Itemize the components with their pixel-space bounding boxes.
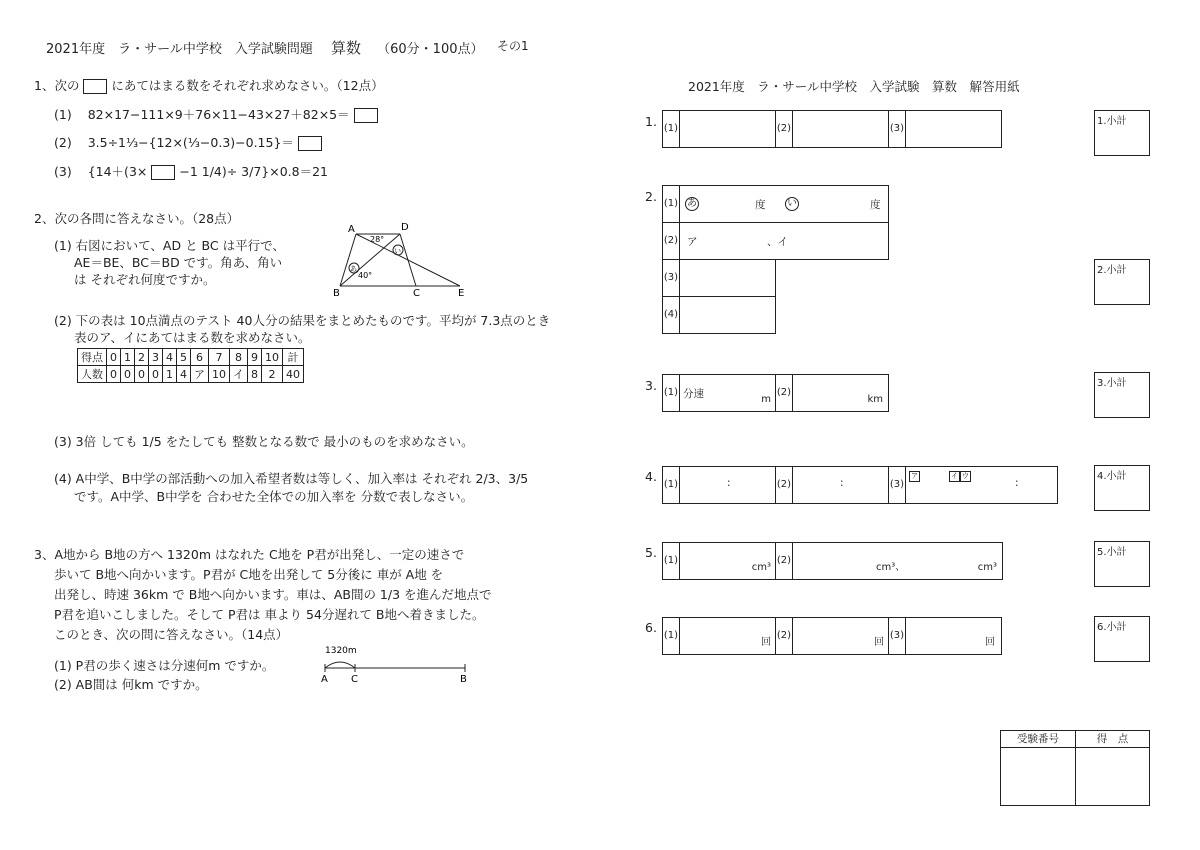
text-line: 表のア、イにあてはまる数を求めなさい。 <box>74 330 311 345</box>
text-line: このとき、次の問に答えなさい。（14点） <box>54 627 289 642</box>
item-text-a: {14＋(3× <box>87 164 148 179</box>
q2-answer-row-4 <box>662 296 776 334</box>
unit-kai: 回 <box>874 637 884 648</box>
q1-label: 1. <box>645 114 657 129</box>
q4-subtotal[interactable] <box>1094 465 1150 511</box>
score-field[interactable] <box>1076 748 1149 805</box>
subtotal-label: 3.小計 <box>1097 378 1127 389</box>
q2-part4 <box>54 470 528 506</box>
exam-header <box>46 37 483 58</box>
cell-number: (3) <box>889 111 906 147</box>
q1-item-1 <box>54 105 378 123</box>
ratio-colon: : <box>840 477 844 489</box>
q2-cell-3[interactable] <box>663 260 775 296</box>
q6-subtotal[interactable] <box>1094 616 1150 662</box>
label-i: 、イ <box>767 236 788 248</box>
table-cell: 8 <box>230 349 248 366</box>
trapezoid-figure <box>330 220 480 300</box>
cell-number: (3) <box>889 467 906 503</box>
table-cell: 2 <box>135 349 149 366</box>
q2-cell-4[interactable] <box>663 297 775 333</box>
point-E: E <box>458 288 465 299</box>
cell-number: (1) <box>663 111 680 147</box>
q1-cell-2[interactable] <box>776 111 889 147</box>
label-a: ア <box>687 236 698 248</box>
text-line: (4) A中学、B中学の部活動への加入希望者数は等しく、加入率は それぞれ 2/3、3/5 <box>54 471 529 486</box>
table-row <box>78 349 304 366</box>
q2-cell-2[interactable] <box>663 223 888 259</box>
cell-number: (3) <box>889 618 906 654</box>
q2-part3: (3) 3倍 しても 1/5 をたしても 整数となる数で 最小のものを求めなさい。 <box>54 434 474 449</box>
exam-number-header: 受験番号 <box>1001 731 1076 748</box>
text-line: 3、A地から B地の方へ 1320m はなれた C地を P君が出発し、一定の速さで <box>34 547 465 562</box>
table-cell: 10 <box>262 349 283 366</box>
table-cell: 0 <box>121 366 135 383</box>
q2-answer-row-2 <box>662 222 889 260</box>
q1-cell-3[interactable] <box>889 111 999 147</box>
score-header: 得 点 <box>1076 731 1149 748</box>
table-cell: 6 <box>191 349 209 366</box>
cell-number: (2) <box>776 543 793 579</box>
text-line: (2) 下の表は 10点満点のテスト 40人分の結果をまとめたものです。平均が 7.3点のとき <box>54 313 551 328</box>
point-C: C <box>351 674 358 684</box>
table-cell: 5 <box>177 349 191 366</box>
q1-subtotal[interactable] <box>1094 110 1150 156</box>
table-cell: 7 <box>209 349 230 366</box>
unit-cm3: cm³ <box>977 562 997 573</box>
table-cell: 3 <box>149 349 163 366</box>
angle-40: 40° <box>358 271 373 280</box>
q6-cell-3[interactable] <box>889 618 999 654</box>
item-text: 3.5÷1⅓−{12×(⅓−0.3)−0.15}＝ <box>87 135 294 150</box>
distance-label: 1320m <box>325 646 357 656</box>
table-cell: 1 <box>121 349 135 366</box>
table-cell: 0 <box>107 349 121 366</box>
q5-label: 5. <box>645 545 657 560</box>
table-cell: ア <box>191 366 209 383</box>
text-line: です。A中学、B中学を 合わせた全体での加入率を 分数で表しなさい。 <box>74 489 474 504</box>
ratio-colon: : <box>1015 477 1019 489</box>
q4-cell-2[interactable] <box>776 467 889 503</box>
text-line: (1) 右図において、AD と BC は平行で、 <box>54 238 285 253</box>
q5-subtotal[interactable] <box>1094 541 1150 587</box>
q4-label: 4. <box>645 469 657 484</box>
q5-cell-1[interactable] <box>663 543 776 579</box>
tag-i: イ <box>951 472 958 480</box>
table-cell: イ <box>230 366 248 383</box>
q2-answer-row-1 <box>662 185 889 223</box>
score-table <box>77 348 304 383</box>
exam-subject: 算数 <box>330 39 361 57</box>
q2-subtotal[interactable] <box>1094 259 1150 305</box>
table-cell: 9 <box>248 349 262 366</box>
cell-number: (3) <box>663 260 680 296</box>
cell-number: (1) <box>663 375 680 411</box>
angle-i-marker: い <box>787 198 797 209</box>
cell-number: (2) <box>776 467 793 503</box>
angle-a-marker: あ <box>687 198 697 209</box>
exam-title: 2021年度 ラ・サール中学校 入学試験問題 <box>46 42 313 57</box>
table-cell: 計 <box>283 349 304 366</box>
q5-answer-row <box>662 542 1003 580</box>
unit-kai: 回 <box>761 637 771 648</box>
subtotal-label: 6.小計 <box>1097 622 1127 633</box>
q2-part1 <box>54 237 285 288</box>
item-number: (2) <box>54 135 72 150</box>
table-cell: 人数 <box>78 366 107 383</box>
table-cell: 得点 <box>78 349 107 366</box>
q3-cell-2[interactable] <box>776 375 887 411</box>
blank-box <box>354 108 378 123</box>
unit-cm3: cm³ <box>751 562 771 573</box>
cell-number: (4) <box>663 297 680 333</box>
unit-kai: 回 <box>985 637 995 648</box>
q2-answer-row-3 <box>662 259 776 297</box>
unit-km: km <box>867 394 883 405</box>
distance-figure <box>315 642 475 684</box>
item-number: (3) <box>54 164 72 179</box>
q2-cell-1[interactable] <box>663 186 888 222</box>
cell-number: (2) <box>663 223 680 259</box>
table-row <box>78 366 304 383</box>
item-text-b: −1 1/4)÷ 3/7}×0.8＝21 <box>179 164 329 179</box>
text-line: は それぞれ何度ですか。 <box>74 272 216 287</box>
q6-cell-2[interactable] <box>776 618 889 654</box>
point-A: A <box>348 224 355 235</box>
exam-number-field[interactable] <box>1001 748 1076 805</box>
q2-part2 <box>54 312 550 346</box>
table-cell: 10 <box>209 366 230 383</box>
item-number: (1) <box>54 107 72 122</box>
page-number: その1 <box>497 39 529 53</box>
cell-number: (1) <box>663 186 680 222</box>
table-cell: 0 <box>149 366 163 383</box>
q2-label: 2. <box>645 189 657 204</box>
angle-mark-a: あ <box>350 265 357 273</box>
subtotal-label: 4.小計 <box>1097 471 1127 482</box>
table-cell: 1 <box>163 366 177 383</box>
blank-box <box>151 165 175 180</box>
text-line: P君を追いこしました。そして P君は 車より 54分遅れて B地へ着きました。 <box>54 607 485 622</box>
table-cell: 40 <box>283 366 304 383</box>
item-text: 82×17−111×9＋76×11−43×27＋82×5＝ <box>87 107 350 122</box>
cell-number: (1) <box>663 543 680 579</box>
cell-number: (1) <box>663 467 680 503</box>
table-cell: 0 <box>135 366 149 383</box>
label-speed: 分速 <box>683 388 704 400</box>
answer-sheet-title: 2021年度 ラ・サール中学校 入学試験 算数 解答用紙 <box>688 79 1020 94</box>
point-D: D <box>401 222 409 233</box>
text-line: 出発し、時速 36km で B地へ向かいます。車は、AB間の 1/3 を進んだ地点で <box>54 587 492 602</box>
q6-label: 6. <box>645 620 657 635</box>
cell-number: (1) <box>663 618 680 654</box>
q3-cell-1[interactable] <box>663 375 776 411</box>
cell-number: (2) <box>776 618 793 654</box>
table-cell: 2 <box>262 366 283 383</box>
ratio-colon: : <box>727 477 731 489</box>
exam-meta: （60分・100点） <box>377 42 484 57</box>
text-line: (2) AB間は 何km ですか。 <box>54 677 208 692</box>
subtotal-label: 2.小計 <box>1097 265 1127 276</box>
cell-number: (2) <box>776 111 793 147</box>
text-line: 歩いて B地へ向かいます。P君が C地を出発して 5分後に 車が A地 を <box>54 567 444 582</box>
blank-box <box>83 79 107 94</box>
subtotal-label: 5.小計 <box>1097 547 1127 558</box>
angle-mark-i: い <box>394 247 401 255</box>
q3-answer-row <box>662 374 889 412</box>
text-line: (1) P君の歩く速さは分速何m ですか。 <box>54 658 275 673</box>
point-B: B <box>333 288 340 299</box>
q6-cell-1[interactable] <box>663 618 776 654</box>
table-cell: 8 <box>248 366 262 383</box>
point-B: B <box>460 674 467 684</box>
q5-cell-2[interactable] <box>776 543 1001 579</box>
q1-item-3 <box>54 162 328 180</box>
q2-heading: 2、次の各問に答えなさい。（28点） <box>34 211 240 226</box>
q3-body <box>34 545 492 645</box>
unit-cm3: cm³、 <box>876 562 906 573</box>
q4-cell-3[interactable] <box>889 467 1057 503</box>
angle-28: 28° <box>370 235 385 244</box>
text-line: AE＝BE、BC＝BD です。角あ、角い <box>74 255 283 270</box>
footer-box <box>1000 730 1150 806</box>
q3-label: 3. <box>645 378 657 393</box>
q3-subquestions <box>54 656 274 694</box>
q4-answer-row <box>662 466 1058 504</box>
q1-heading-a: 1、次の <box>34 78 80 93</box>
blank-box <box>298 136 322 151</box>
point-C: C <box>413 288 420 299</box>
q1-cell-1[interactable] <box>663 111 776 147</box>
unit-m: m <box>761 394 771 405</box>
q4-cell-1[interactable] <box>663 467 776 503</box>
unit-degree: 度 <box>870 199 881 211</box>
cell-number: (2) <box>776 375 793 411</box>
tag-a: ア <box>911 472 918 480</box>
q1-item-2 <box>54 133 322 151</box>
q1-heading-b: にあてはまる数をそれぞれ求めなさい。（12点） <box>111 78 384 93</box>
tag-u: ウ <box>962 472 969 480</box>
subtotal-label: 1.小計 <box>1097 116 1127 127</box>
q3-subtotal[interactable] <box>1094 372 1150 418</box>
q6-answer-row <box>662 617 1002 655</box>
unit-degree: 度 <box>755 199 766 211</box>
table-cell: 0 <box>107 366 121 383</box>
table-cell: 4 <box>177 366 191 383</box>
q1-answer-row <box>662 110 1002 148</box>
q1-heading <box>34 76 384 94</box>
table-cell: 4 <box>163 349 177 366</box>
point-A: A <box>321 674 328 684</box>
